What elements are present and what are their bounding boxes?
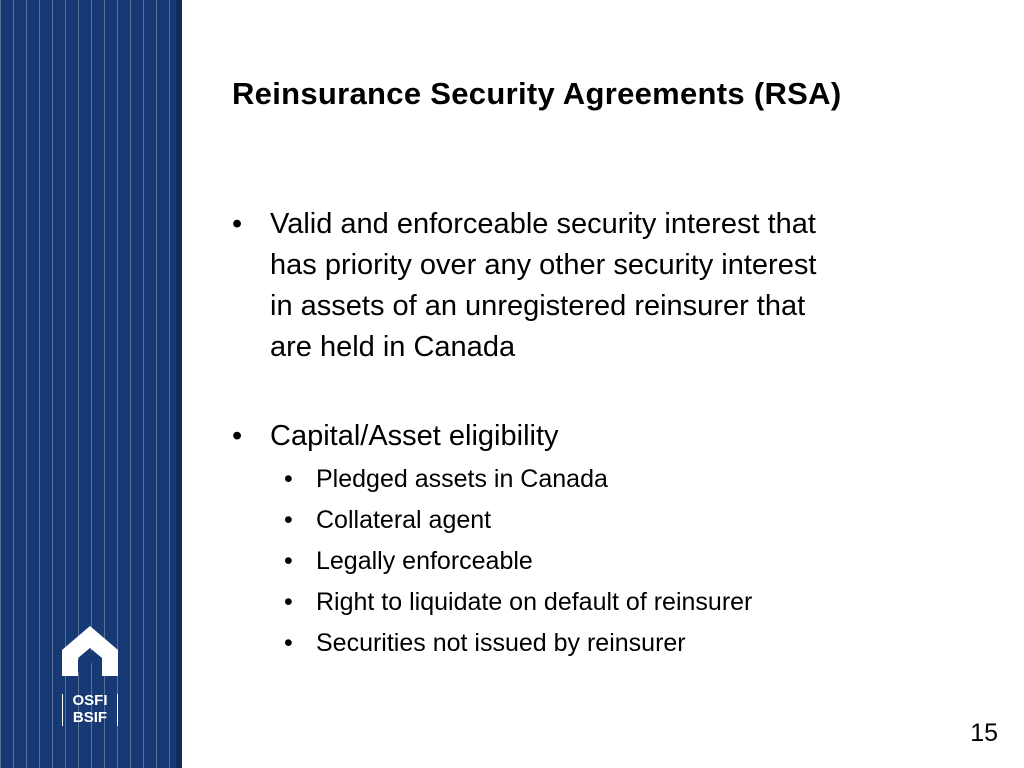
- sub-bullet-item: [232, 582, 952, 623]
- bullet-marker: •: [232, 208, 243, 240]
- sub-bullet-text: Pledged assets in Canada: [316, 465, 608, 493]
- bullet-text: Capital/Asset eligibility: [270, 420, 559, 452]
- bullet-marker: •: [232, 420, 243, 452]
- bullet-point-security-interest: [232, 204, 952, 368]
- sub-bullet-text: Collateral agent: [316, 506, 492, 534]
- sub-bullet-marker: •: [284, 506, 293, 534]
- slide-title: Reinsurance Security Agreements (RSA): [232, 76, 842, 111]
- sub-bullet-item: [232, 623, 952, 664]
- sub-bullet-marker: •: [284, 588, 293, 616]
- sub-bullet-text: Right to liquidate on default of reinsurer: [316, 588, 753, 616]
- sidebar-panel: [0, 0, 182, 768]
- bullet-text-line: has priority over any other security interest: [270, 249, 817, 281]
- logo-line-bsif: BSIF: [72, 709, 108, 726]
- sub-bullet-marker: •: [284, 465, 293, 493]
- logo-text: [60, 692, 120, 728]
- sub-bullet-marker: •: [284, 629, 293, 657]
- sub-bullet-text: Legally enforceable: [316, 547, 533, 575]
- bullet-text-line: are held in Canada: [270, 331, 516, 363]
- osfi-logo-icon: [60, 626, 120, 678]
- bullet-text-line: Valid and enforceable security interest that: [270, 208, 816, 240]
- slide-content: [232, 204, 952, 664]
- sub-bullet-item: [232, 541, 952, 582]
- page-number: 15: [970, 719, 998, 747]
- osfi-logo: [60, 626, 120, 726]
- bullet-text-line: in assets of an unregistered reinsurer that: [270, 290, 806, 322]
- bullet-point-capital-asset-eligibility: [232, 416, 952, 457]
- sub-bullet-item: [232, 459, 952, 500]
- sub-bullet-marker: •: [284, 547, 293, 575]
- sub-bullet-list: [232, 459, 952, 664]
- logo-line-osfi: OSFI: [72, 692, 108, 709]
- sub-bullet-text: Securities not issued by reinsurer: [316, 629, 686, 657]
- sub-bullet-item: [232, 500, 952, 541]
